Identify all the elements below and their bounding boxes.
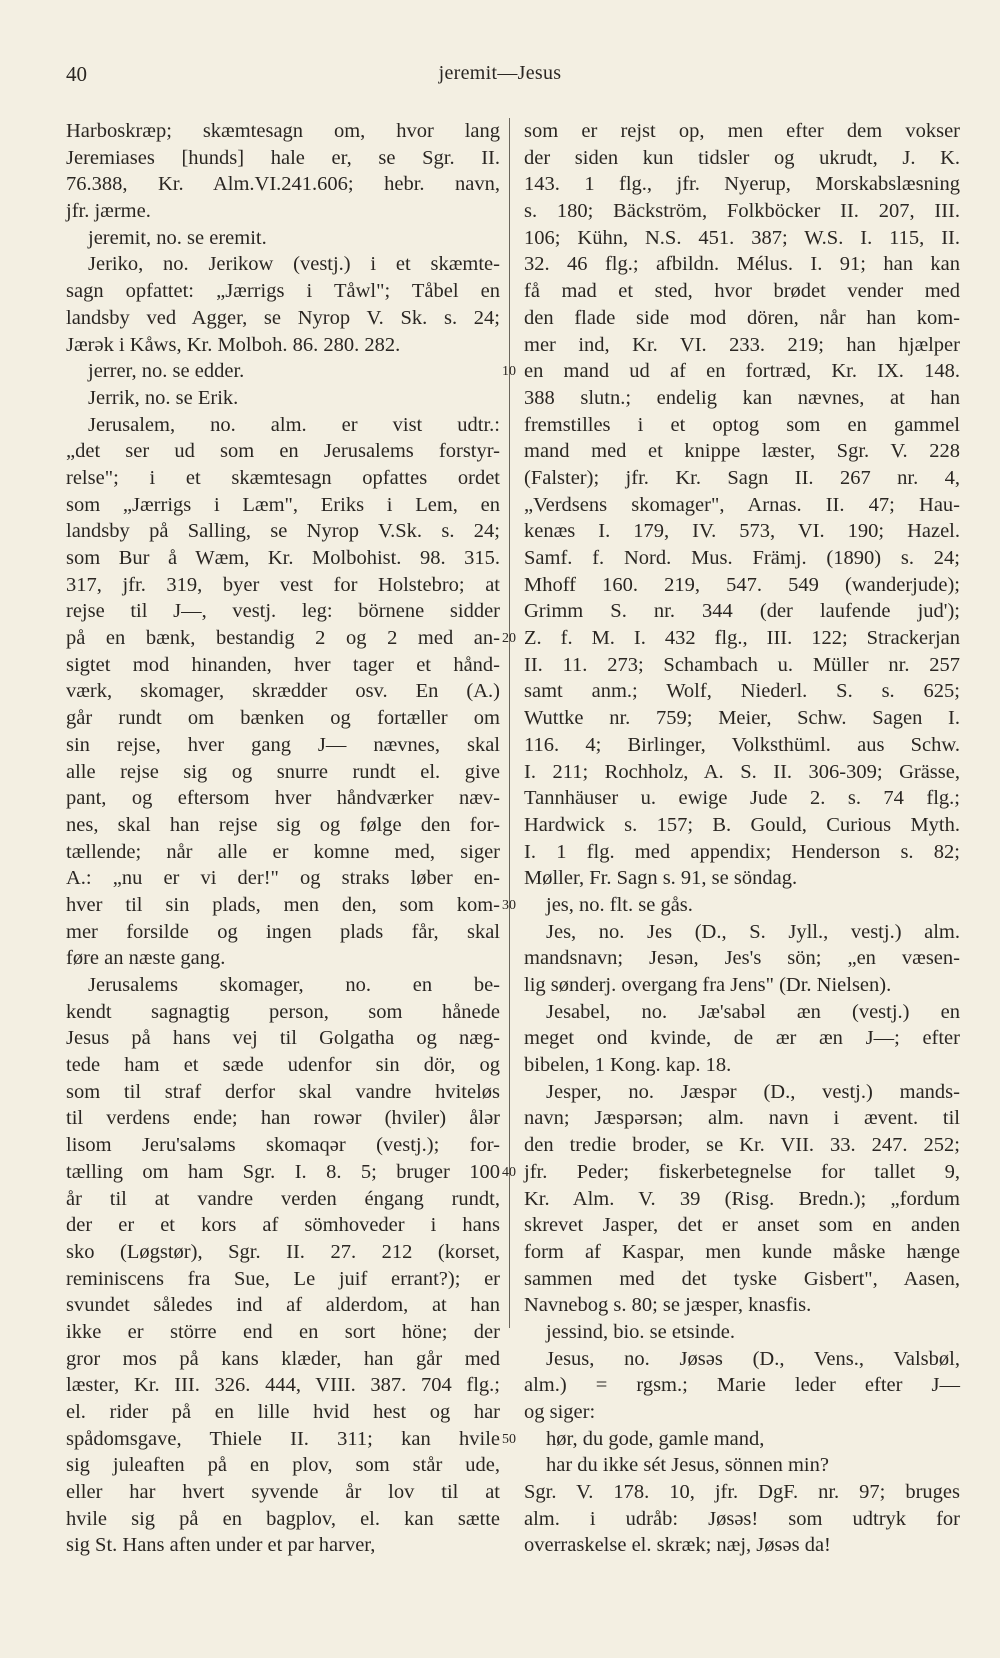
- text-line: skrevet Jasper, det er anset som en anden: [524, 1214, 960, 1237]
- left-column: [66, 118, 500, 1559]
- right-column: [524, 118, 960, 1559]
- text-line: I. 211; Rochholz, A. S. II. 306-309; Grässe,: [524, 760, 960, 783]
- text-line: Navnebog s. 80; se jæsper, knasfis.: [524, 1294, 812, 1317]
- text-line: jes, no. flt. se gås.: [546, 893, 693, 916]
- text-line: alm.) = rgsm.; Marie leder efter J—: [524, 1374, 960, 1397]
- text-line: som „Jærrigs i Læm", Eriks i Lem, en: [66, 493, 500, 516]
- text-line: alm. i udråb: Jøsəs! som udtryk for: [524, 1507, 960, 1530]
- text-line: sigtet mod hinanden, hver tager et hånd-: [66, 653, 500, 676]
- text-line: tællende; når alle er komne med, siger: [66, 840, 500, 863]
- text-line: Jærək i Kåws, Kr. Molboh. 86. 280. 282.: [66, 333, 401, 356]
- text-line: „Verdsens skomager", Arnas. II. 47; Hau-: [524, 493, 960, 516]
- text-line: få mad et sted, hvor brødet vender med: [524, 280, 960, 303]
- text-line: går rundt om bænken og fortæller om: [66, 707, 500, 730]
- text-line: landsby på Salling, se Nyrop V.Sk. s. 24;: [66, 520, 500, 543]
- text-line: jessind, bio. se etsinde.: [546, 1320, 736, 1343]
- text-line: Hardwick s. 157; B. Gould, Curious Myth.: [524, 813, 960, 836]
- running-head: jeremit—Jesus: [438, 62, 562, 84]
- text-line: 317, jfr. 319, byer vest for Holstebro; at: [66, 573, 500, 596]
- text-line: kendt sagnagtig person, som hånede: [66, 1000, 500, 1023]
- text-line: (Falster); jfr. Kr. Sagn II. 267 nr. 4,: [524, 466, 960, 489]
- text-line: 32. 46 flg.; afbildn. Mélus. I. 91; han kan: [524, 253, 960, 276]
- text-line: Kr. Alm. V. 39 (Risg. Bredn.); „fordum: [524, 1187, 960, 1210]
- text-line: tede ham et sæde udenfor sin dör, og: [66, 1054, 500, 1077]
- text-line: Jesus, no. Jøsəs (D., Vens., Valsbøl,: [546, 1347, 960, 1370]
- text-line: 388 slutn.; endelig kan nævnes, at han: [524, 386, 960, 409]
- text-line: som Bur å Wæm, Kr. Molbohist. 98. 315.: [66, 547, 500, 569]
- text-line: den tredie broder, se Kr. VII. 33. 247. 252;: [524, 1134, 960, 1157]
- text-line: mandsnavn; Jesən, Jes's sön; „en væsen-: [524, 947, 960, 970]
- text-line: jfr. Peder; fiskerbetegnelse for tallet 9,: [524, 1160, 960, 1183]
- text-line: sammen med det tyske Gisbert", Aasen,: [524, 1267, 960, 1290]
- text-line: bibelen, 1 Kong. kap. 18.: [524, 1054, 732, 1077]
- text-line: til verdens ende; han rowər (hviler) ålər: [66, 1107, 500, 1130]
- text-line: hvile sig på en bagplov, el. kan sætte: [66, 1507, 500, 1530]
- text-line: 76.388, Kr. Alm.VI.241.606; hebr. navn,: [66, 173, 500, 196]
- text-line: relse"; i et skæmtesagn opfattes ordet: [66, 466, 500, 489]
- page-header: [0, 62, 1000, 92]
- text-line: på en bænk, bestandig 2 og 2 med an-: [66, 627, 500, 650]
- text-line: som er rejst op, men efter dem vokser: [524, 120, 960, 142]
- text-line: den flade side mod dören, når han kom-: [524, 306, 960, 329]
- text-line: Mhoff 160. 219, 547. 549 (wanderjude);: [524, 573, 960, 596]
- text-line: Jes, no. Jes (D., S. Jyll., vestj.) alm.: [546, 920, 960, 943]
- text-line: sin rejse, hver gang J— nævnes, skal: [66, 733, 500, 756]
- text-line: mer ind, Kr. VI. 233. 219; han hjælper: [524, 333, 960, 356]
- text-line: Jesabel, no. Jæ'sabəl æn (vestj.) en: [546, 1000, 960, 1023]
- text-line: som til straf derfor skal vandre hviteløs: [66, 1080, 500, 1103]
- text-line: Z. f. M. I. 432 flg., III. 122; Strackerjan: [524, 627, 960, 650]
- text-line: Tannhäuser u. ewige Jude 2. s. 74 flg.;: [524, 787, 960, 810]
- text-line: el. rider på en lille hvid hest og har: [66, 1401, 500, 1423]
- text-line: Grimm S. nr. 344 (der laufende jud');: [524, 600, 960, 623]
- line-number: 10: [502, 364, 516, 380]
- text-line: Jeremiases [hunds] hale er, se Sgr. II.: [66, 146, 500, 169]
- text-line: en mand ud af en fortræd, Kr. IX. 148.: [524, 360, 960, 383]
- text-line: A.: „nu er vi der!" og straks løber en-: [66, 867, 500, 890]
- text-line: Jesus på hans vej til Golgatha og næg-: [66, 1027, 500, 1050]
- text-line: år til at vandre verden éngang rundt,: [66, 1187, 500, 1210]
- text-line: Jesper, no. Jæspər (D., vestj.) mands-: [546, 1080, 960, 1103]
- line-number: 40: [502, 1165, 516, 1181]
- line-number: 50: [502, 1432, 516, 1448]
- text-line: navn; Jæspərsən; alm. navn i ævent. til: [524, 1107, 960, 1130]
- text-line: overraskelse el. skræk; næj, Jøsəs da!: [524, 1534, 831, 1557]
- text-line: læster, Kr. III. 326. 444, VIII. 387. 704 flg.;: [66, 1374, 500, 1397]
- text-line: s. 180; Bäckström, Folkböcker II. 207, III.: [524, 200, 960, 223]
- text-line: spådomsgave, Thiele II. 311; kan hvile: [66, 1427, 500, 1450]
- text-line: Jerusalem, no. alm. er vist udtr.:: [88, 413, 500, 436]
- text-line: ikke er större end en sort höne; der: [66, 1320, 500, 1343]
- text-line: I. 1 flg. med appendix; Henderson s. 82;: [524, 840, 960, 863]
- text-line: der er et kors af sömhoveder i hans: [66, 1214, 500, 1237]
- text-line: fremstilles i et optog som en gammel: [524, 413, 960, 436]
- text-line: sagn opfattet: „Jærrigs i Tåwl"; Tåbel en: [66, 280, 500, 303]
- text-line: sig juleaften på en plov, som står ude,: [66, 1454, 500, 1477]
- text-line: der siden kun tidsler og ukrudt, J. K.: [524, 146, 960, 169]
- text-line: jeremit, no. se eremit.: [88, 226, 267, 249]
- text-line: Møller, Fr. Sagn s. 91, se söndag.: [524, 867, 798, 890]
- text-line: lisom Jeru'saləms skomaqər (vestj.); for-: [66, 1134, 500, 1157]
- text-line: landsby ved Agger, se Nyrop V. Sk. s. 24;: [66, 306, 500, 329]
- text-line: nes, skal han rejse sig og følge den for-: [66, 813, 500, 836]
- text-line: hver til sin plads, men den, som kom-: [66, 893, 500, 916]
- text-line: pant, og eftersom hver håndværker næv-: [66, 787, 500, 810]
- text-line: sko (Løgstør), Sgr. II. 27. 212 (korset,: [66, 1240, 500, 1263]
- line-number: 20: [502, 631, 516, 647]
- text-line: sig St. Hans aften under et par harver,: [66, 1534, 376, 1557]
- text-line: Jerrik, no. se Erik.: [88, 386, 239, 409]
- text-line: gror mos på kans klæder, han går med: [66, 1347, 500, 1370]
- text-line: mand med et knippe læster, Sgr. V. 228: [524, 440, 960, 463]
- text-line: Harboskræp; skæmtesagn om, hvor lang: [66, 120, 500, 142]
- text-line: jfr. jærme.: [66, 200, 151, 223]
- page-number: 40: [66, 62, 87, 86]
- text-line: samt anm.; Wolf, Niederl. S. s. 625;: [524, 680, 960, 703]
- text-line: Jerusalems skomager, no. en be-: [88, 974, 500, 996]
- text-line: Samf. f. Nord. Mus. Främj. (1890) s. 24;: [524, 547, 960, 569]
- text-line: reminiscens fra Sue, Le juif errant?); er: [66, 1267, 500, 1290]
- text-line: 106; Kühn, N.S. 451. 387; W.S. I. 115, II.: [524, 226, 960, 249]
- text-line: Sgr. V. 178. 10, jfr. DgF. nr. 97; bruges: [524, 1481, 960, 1504]
- text-line: hør, du gode, gamle mand,: [546, 1427, 765, 1450]
- column-divider: [509, 118, 510, 1328]
- text-line: svundet således ind af alderdom, at han: [66, 1294, 500, 1317]
- line-number: 30: [502, 898, 516, 914]
- text-line: mer forsilde og ingen plads får, skal: [66, 920, 500, 943]
- text-line: Wuttke nr. 759; Meier, Schw. Sagen I.: [524, 707, 960, 730]
- text-line: meget ond kvinde, de ær æn J—; efter: [524, 1027, 960, 1050]
- text-line: og siger:: [524, 1401, 596, 1423]
- text-line: 143. 1 flg., jfr. Nyerup, Morskabslæsning: [524, 173, 960, 196]
- text-line: eller har hvert syvende år lov til at: [66, 1481, 500, 1504]
- text-line: værk, skomager, skrædder osv. En (A.): [66, 680, 500, 703]
- text-line: rejse til J—, vestj. leg: börnene sidder: [66, 600, 500, 623]
- text-line: kenæs I. 179, IV. 573, VI. 190; Hazel.: [524, 520, 960, 543]
- text-line: jerrer, no. se edder.: [88, 360, 245, 383]
- text-line: form af Kaspar, men kunde måske hænge: [524, 1240, 960, 1263]
- text-line: har du ikke sét Jesus, sönnen min?: [546, 1454, 829, 1477]
- text-line: tælling om ham Sgr. I. 8. 5; bruger 100: [66, 1160, 500, 1183]
- text-line: „det ser ud som en Jerusalems forstyr-: [66, 440, 500, 463]
- text-line: føre an næste gang.: [66, 947, 226, 970]
- text-line: 116. 4; Birlinger, Volksthüml. aus Schw.: [524, 733, 960, 756]
- text-line: lig sønderj. overgang fra Jens" (Dr. Nielsen).: [524, 974, 892, 996]
- text-line: alle rejse sig og snurre rundt el. give: [66, 760, 500, 783]
- text-line: Jeriko, no. Jerikow (vestj.) i et skæmte-: [88, 253, 500, 276]
- text-line: II. 11. 273; Schambach u. Müller nr. 257: [524, 653, 960, 676]
